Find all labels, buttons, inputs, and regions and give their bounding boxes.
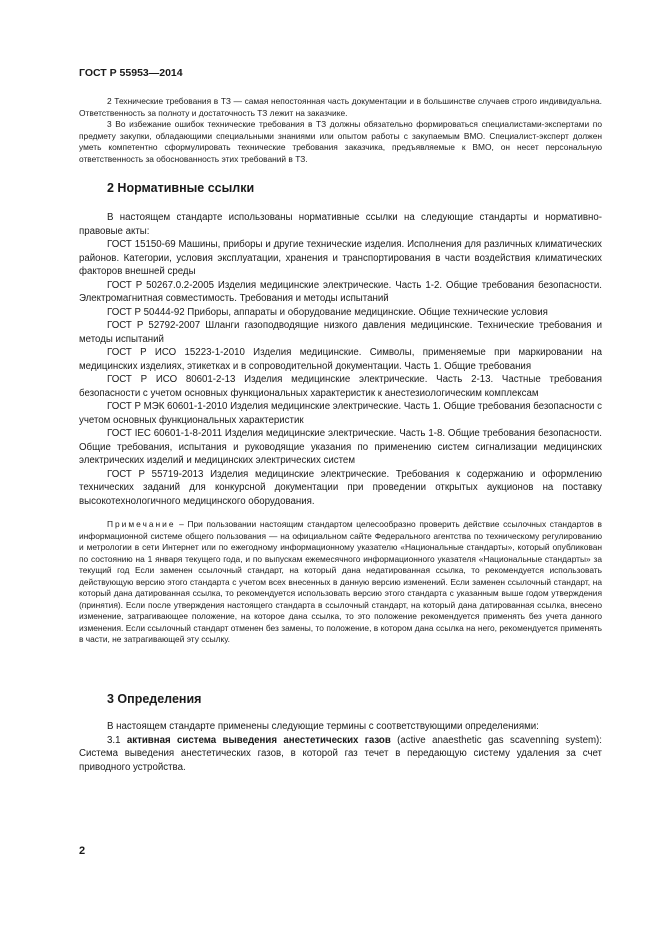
note-paragraph <box>79 519 602 646</box>
term-definition: Система выведения анестетических газов, в которой газ течет в передающую систему удаления за счет приводного устройства. <box>79 748 602 773</box>
term-3-1 <box>79 734 602 775</box>
ref-gost-iec-60601-1: ГОСТ Р МЭК 60601-1-2010 Изделия медицинские электрические. Часть 1. Общие требования безопасности с учетом основных функциональных характеристик <box>79 401 602 426</box>
section-3-intro: В настоящем стандарте применены следующие термины с соответствующими определениями: <box>107 721 539 732</box>
note-3: 3 Во избежание ошибок технические требования в ТЗ должны обязательно формироваться специалистами-экспертами по предмету закупки, обладающими специальными знаниями или опытом работы с закупаемым ВМО. Специалист-эксперт должен уметь компетентно сформулировать технические требования заказчика, предъявляемые к ВМО, он несет персональную ответственность за обоснованность этих требований в ТЗ. <box>79 119 602 164</box>
ref-gost-52792: ГОСТ Р 52792-2007 Шланги газоподводящие низкого давления медицинские. Технические требования и методы испытаний <box>79 320 602 345</box>
ref-gost-55719: ГОСТ Р 55719-2013 Изделия медицинские электрические. Требования к содержанию и оформлению технических заданий для конкурсной документации при проведении открытых аукционов на поставку высокотехнологичного медицинского оборудования. <box>79 468 602 507</box>
section-3-title: 3 Определения <box>107 692 202 706</box>
ref-gost-15150: ГОСТ 15150-69 Машины, приборы и другие технические изделия. Исполнения для различных климатических районов. Категории, условия эксплуатации, хранения и транспортирования в части воздействия климатических факторов внешней среды <box>79 239 602 277</box>
section-2-body <box>79 211 602 508</box>
note-label: Примечание <box>107 519 176 529</box>
notes-top <box>79 96 602 165</box>
section-2-intro: В настоящем стандарте использованы нормативные ссылки на следующие стандарты и нормативно-правовые акты: <box>79 212 602 237</box>
section-2-note <box>79 519 602 646</box>
ref-gost-50444: ГОСТ Р 50444-92 Приборы, аппараты и оборудование медицинские. Общие технические условия <box>107 306 548 318</box>
page-number: 2 <box>79 845 86 857</box>
term-english: (active anaesthetic gas scavenning system): <box>390 734 602 746</box>
ref-gost-iso-15223: ГОСТ Р ИСО 15223-1-2010 Изделия медицинские. Символы, применяемые при маркировании на медицинских изделиях, этикетках и в сопроводительной документации. Часть 1. Общие требования <box>79 347 602 372</box>
document-header: ГОСТ Р 55953—2014 <box>79 67 183 79</box>
note-text: – При пользовании настоящим стандартом целесообразно проверить действие ссылочных стандартов в информационной системе общего пользования — на официальном сайте Федерального агентства по техническому регулированию и метрологии в сети Интернет или по ежегодному информационному указателю «Национальные стандарты», который опубликован по состоянию на 1 января текущего года, и по выпускам ежемесячного информационного указателя «Национальные стандарты» за текущий год Если заменен ссылочный стандарт, на который дана недатированная ссылка, то рекомендуется использовать действующую версию этого стандарта с учетом всех внесенных в данную версию изменений. Если заменен ссылочный стандарт, на который дана датированная ссылка, то рекомендуется использовать версию этого стандарта с указанным выше годом утверждения (принятия). Если после утверждения настоящего стандарта в ссылочный стандарт, на который дана датированная ссылка, внесено изменение, затрагивающее положение, на которое дана ссылка, то это положение рекомендуется применять без учета данного изменения. Если ссылочный стандарт отменен без замены, то положение, в котором дана ссылка на него, рекомендуется применять в части, не затрагивающей эту ссылку. <box>79 519 602 644</box>
term-number: 3.1 <box>107 734 127 746</box>
term-name: активная система выведения анестетических газов <box>126 734 391 746</box>
section-2-title: 2 Нормативные ссылки <box>107 181 255 195</box>
ref-gost-iec-60601-1-8: ГОСТ IEC 60601-1-8-2011 Изделия медицинские электрические. Часть 1-8. Общие требования безопасности. Общие требования, испытания и руководящие указания по применению систем сигнализации медицинских электрических изделий и медицинских электрических систем <box>79 428 602 466</box>
ref-gost-iso-80601: ГОСТ Р ИСО 80601-2-13 Изделия медицинские электрические. Часть 2-13. Частные требования безопасности с учетом основных функциональных характеристик к анестезиологическим комплексам <box>79 374 602 399</box>
ref-gost-50267: ГОСТ Р 50267.0.2-2005 Изделия медицинские электрические. Часть 1-2. Общие требования безопасности. Электромагнитная совместимость. Требования и методы испытаний <box>79 279 602 304</box>
note-2: 2 Технические требования в ТЗ — самая непостоянная часть документации и в большинстве случаев строго индивидуальна. Ответственность за полноту и достаточность ТЗ лежит на заказчике. <box>79 96 602 118</box>
section-3-body <box>79 720 602 774</box>
